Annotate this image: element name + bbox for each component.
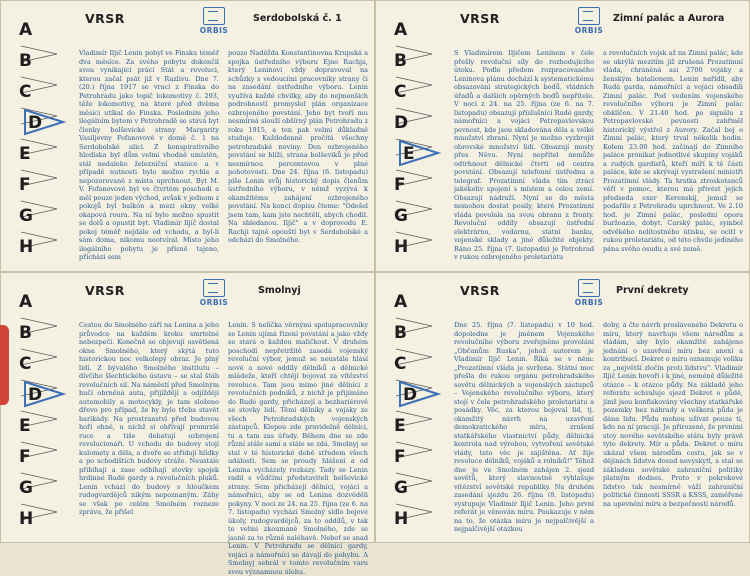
- letter-strip: [390, 15, 440, 270]
- index-letter-a[interactable]: A: [394, 292, 408, 312]
- index-letter-d[interactable]: D: [394, 113, 409, 133]
- card-prvni-dekrety[interactable]: [375, 272, 750, 543]
- index-letter-b[interactable]: B: [19, 323, 32, 343]
- text-column-right: Lenin. S nelíčka věrnými spolupracovníky se Lenin ujímá řízení povstání a jako vždy se stará o každou maličkost. V druhém poschodí nepřetržitě zasedá vojenský revoluční výbor, jemuž se neustále hlásí nové a nové oddíly dělníků a dělnické mládeže, kteří chtějí bojovat za vítězství revoluce. Tam jsou mimo jiné dělníci z revolučních podniků, z nichž je přijímáno do Rudé gardy, přicházejí a bezbariérově se stovky lidí. Těmi dělníky a vojáky ze všech Petrohradských vojenských zástupců. Klepou zde pravidelně dělníci, tu a tam zas úřady. Během dne se zde různí stále samí a stále se zdá. Smolnyj se stal v té historické době středem všech událostí. Sem se proudy hlášení a od Lenina vycházely rozkazy. Tady se Lenin radil s vůdčími představiteli bolševické strany. Sem přicházejí dělníci, vojáci a námořníci, aby se od Lenina dozvěděli pokyny. V noci ze 24. na 25. října (ze 6. na 7. listopadu) vychází Smolný sídlo bojové úkoly, rudogvardějců, za to oddílů, v tak to velmi zkoumané Smolného, zde se jasně za to různě naléhavě. Neboť se snad Lenin. V Petrohradu se dělníci gardy, vojáci a námořníci se dávají do pohybu. A Smolnyj sehrál v tomto revolučním varu svou významnou úlohu.: [228, 321, 368, 576]
- text-column-left: Vladimír Iljič Lenin pobyl ve Finsku téměř dva měsíce. Za svého pobytu dokončil svou vynikající práci Stát a revoluci, kterou začal psát již v Razlivu. Dne 7. (20.) října 1917 se vrací z Finska do Petrohradu jako topič lokomotivy č. 293, těže lokomotivy, na které před dvěma měsíci utíkal do Finska. Posledním jeho ilegálním bytem v Petrohradě se stává byt členky bolševické strany Margarity Vasiljevny Fofanovové v domě č. 1 na Serdobolské ulici. Z konspirativního hlediska byl dům velmi vhodně umístěn, stál nedaleko železniční stanice a v případě nutnosti bylo možno rychle a nepozorovaně z místa uprchnout. Byt M. V. Fofanovové byl ve čtvrtém poschodí a měl pouze jeden východ, avšak v jednom z pokojů byl balkón a mezi okny velké okapová roura. Na ní bylo možno spustit se dolů a opustit byt. Vladimír Iljič dostal pokoj téměř nejdále od vchodu, a byl-li sám doma, nikomu neotvíral. Místo jeho ilegálního pobytu je přísně tajeno, přícházi sem: [79, 49, 219, 261]
- index-letter-f[interactable]: F: [394, 175, 406, 195]
- card-title: Serdobolská č. 1: [253, 13, 342, 24]
- text-column-right: pouze Naděžda Konstantinovna Krupská a spojka ústředního výboru Ejno Rachja, který Leninovi vždy dopravoval na schůzky s vedoucími pracovníky strany či na zasedání ústředního výboru. Lenin využívá každé chvilky, aby do nejmenších podrobností promyslel plán organizace ozbrojeného povstání. Jeho byt tvoří mu nesmírná slouží obšírný plán Petrohradu z roku 1915, a ten pak velmi důkladně studuje. Každodenně pročítá všechny petrohradské noviny. Den ozbrojeného povstání se blíží, strana bolševiků je před nesmírnou percentovou v plné pohotovosti. Dne 24. října (6. listopadu) píše Lenin svůj historický dopis členům ústředního výboru, v němž vyzývá k okamžitému zahájení ozbrojeného povstání. Na konci dopisu čteme: "Odešel jsem tam, kam jste nechtěli, abych chodil. Na shledanou. Iljič" a v doprovodu E. Rachji tajně opouští byt v Serdobolské a odchází do Smolného.: [228, 49, 368, 244]
- text-column-left: S Vladimírem Iljičem Leninem v čele přešly revoluční síly do rozhodujícího útoku. Podle předem rozpracovaného Leninova plánu dochází k systematickému obsazování strategických bodů, vládních úřadů a dalších opěrných bodů nepřítele. V noci z 24. na 25. října (ze 6. na 7. listopadu) obsazují příslušníci Rudé gardy, námořníci a vojáci Petropavlovskou pevnost, kde jsou skladována děla a velké množství zbraní. Nyní je možno vyzbrojit obrovské množství lidí. Obsazují mosty přes Něvu. Nyní nepřítel nemůže odtrhnout dělnické čtvrti od centra povstání. Obsazují telefonní ústřednu a telegraf. Prozatímní vláda tím ztrácí jakékoliv spojení s místem a celou zemí. Obsazují nádraží. Nyní se do města nemohou dostat posily, které Prozatímní vláda povolala na svou obranu z fronty. Revoluční oddíly obsazují ústřední elektrárnu, vodárnu, státní banku, vojenské sklady a jiné důležité objekty. Ráno 25. října (7. listopadu) je Petrohrad v rukou ozbrojeného proletariátu: [454, 49, 594, 261]
- index-letter-g[interactable]: G: [394, 478, 408, 498]
- card-smolnyj[interactable]: [0, 272, 375, 576]
- index-letter-e[interactable]: E: [394, 416, 406, 436]
- index-letter-c[interactable]: C: [19, 82, 32, 102]
- letter-strip: [390, 287, 440, 542]
- series-label: VRSR: [85, 11, 125, 26]
- index-letter-c[interactable]: C: [19, 354, 32, 374]
- orbis-logo-icon: [572, 7, 606, 41]
- series-label: VRSR: [460, 283, 500, 298]
- card-title: Zimní palác a Aurora: [613, 13, 725, 24]
- card-zimni-palac[interactable]: [375, 0, 750, 272]
- index-letter-g[interactable]: G: [394, 206, 408, 226]
- card-title: První dekrety: [616, 285, 689, 296]
- orbis-logo-icon: [197, 279, 231, 313]
- index-letter-b[interactable]: B: [394, 51, 407, 71]
- index-letter-h[interactable]: H: [19, 509, 34, 529]
- red-index-tab: [0, 325, 9, 405]
- index-letter-e[interactable]: E: [19, 144, 31, 164]
- index-letter-a[interactable]: A: [19, 20, 33, 40]
- index-letter-g[interactable]: G: [19, 206, 33, 226]
- text-column-right: a revolučních vojsk až na Zimní palác, kde se ukrýlá mezitím již zrušená Prozatímní vláda, chráněná asi 2700 vojáky a ženským batalionem. Lenin nařídil, aby Rudá garda, námořníci a vojáci obsadili Zimní palác. Pod vedením vojenského revolučního výboru je Zimní palác obklíčen. V 21.40 hod. po signálu z Petropavlovské pevnosti zahřměl historický výstřel z Aurory. Začal boj o Zimní palác, který trval několik hodin. Kolem 23.00 hod. začínají do Zimního paláce pronikat jednotlivé skupiny vojáků a rudých gardistů, kteří míří k tě části paláce, kde se skrývají vystrašení ministři Prozatímní vlády. Ta hrstka ztroskotanců věří v pomoc, kterou má přivést jejich předseda exer Kerenskij, jemuž se podařilo z Petrohradu uprchnout. Ve 2.10 hod. je Zimní palác, poslední opora buržoazie, dobyt. Carský palác, symbol odvěkého nelítostného útisku, se ocitl v rukou proletariátu, od této chvíle jediného pána svého osudu a své země.: [603, 49, 743, 253]
- card-serdobolska[interactable]: [0, 0, 375, 272]
- series-label: VRSR: [460, 11, 500, 26]
- text-column-right: doby, a čte návrh prosláveného Dekretu o míru, který navrhuje všem národům a vládám, aby bylo okamžitě zahájeno jednání o uzavření míru bez anexí a kontribucí. Dekret o míru oznamuje voliku za „největší zločin proti lidstvu". Vladimír Iljič Lenin hovoří i k jiné, neméně důležité otázce – k otázce půdy. Na základě jeho referátu schvaluje sjezd Dekret o půdě, jímž jsou konfiskovány všechny statkářské pozemky bez náhrady a veškerá půda je dána lidu. Půdu mohou užívat pouze ti, kdo na ní pracují. Je přirozené, že prvními stoy novéhо sovětského státu byly právě tyto dekrety. Mír a půda. Dekret o míru ukázal všem národům cestu, jak se v dějinách lidstva dosud nevyskytl, a stal se základem sovětské zahraniční politiky platným dodnes. Proto v pokrokové lidstvo tak nesmírně váží zahraniční politické činnosti SSSR a KSSS, zaměřené na upevnění míru a bezpečnosti národů.: [603, 321, 743, 508]
- index-letter-a[interactable]: A: [394, 20, 408, 40]
- index-letter-e[interactable]: E: [403, 144, 415, 164]
- index-letter-h[interactable]: H: [19, 237, 34, 257]
- index-letter-f[interactable]: F: [19, 175, 31, 195]
- index-letter-b[interactable]: B: [394, 323, 407, 343]
- index-letter-d[interactable]: D: [403, 385, 418, 405]
- orbis-logo-icon: [197, 7, 231, 41]
- index-letter-b[interactable]: B: [19, 51, 32, 71]
- publisher-label: ORBIS: [199, 298, 229, 307]
- publisher-label: ORBIS: [199, 26, 229, 35]
- index-letter-h[interactable]: H: [394, 509, 409, 529]
- index-letter-d[interactable]: D: [28, 113, 43, 133]
- index-letter-e[interactable]: E: [19, 416, 31, 436]
- letter-strip: [15, 15, 65, 270]
- series-label: VRSR: [85, 283, 125, 298]
- index-letter-f[interactable]: F: [19, 447, 31, 467]
- index-letter-a[interactable]: A: [19, 292, 33, 312]
- index-letter-c[interactable]: C: [394, 354, 407, 374]
- index-letter-d[interactable]: D: [28, 385, 43, 405]
- publisher-label: ORBIS: [574, 298, 604, 307]
- text-column-left: Dne 25. října (7. listopadu) v 10 hod. dopoledne je jménem Vojenského revolučního výboru zveřejněno provolání „Občanům Ruska", jehož autorem je Vladimír Iljič Lenin. Říká se v něm: „Prozatímní vláda je svržena. Státní moc přešla do rukou orgánu petrohradského sovětu dělnických a vojenských zástupců – Vojenského revolučního výboru, který stojí v čele petrohradského proletariátu a posádky. Věc, za kterou bojoval lid, tj. okamžitý návrh na uzavření demokratického míru, zrušení statkářského vlastnictví půdy, dělnická kontrola nad výrobou, vytvoření sovětské vlády, tato věc je zajištěna. Ať žije revoluce dělníků, vojáků a rolníků!" Téhož dne je ve Smolném zahájen 2. sjezd sovětů, který slavnostně vyhlašuje vítězství sovětské republiky. Na druhém zasedání sjezdu 26. října (8. listopadu) vystupuje Vladimír Iljič Lenin. Jeho první referát je věnován míru. Poukazuje v něm na to, že otázka míru je nejpalčivější a nejpalčivější otázkou: [454, 321, 594, 533]
- index-letter-g[interactable]: G: [19, 478, 33, 498]
- index-letter-c[interactable]: C: [394, 82, 407, 102]
- orbis-logo-icon: [572, 279, 606, 313]
- text-column-left: Cestou do Smolného září na Lenina a jeho průvodce na každém kroku smrtelné nebezpečí. Konečně se objevují osvětlená okna Smolného, který skýtá tuto historickou noc velkolepý obraz. Je plný lidí. Z bývalého Smolného institutu – dívčího šlechtického ústavu – se stal štáb revolučních sil. Na náměstí před Smolným hučí obrněná auta, přijíždějí a odjíždějí automobily a motocykly, je tam složeno dřevo pro případ, že by bylo třeba stavět barikády. Na prostranství před budovou hoří ohně, u nichž si ohřívají promrzlé ruce a tiše debatují ozbrojení revolucionáři. U vchodu do budovy stojí kulomety a děla, a dveře se střídají hlídky a po schodištích budovy stráže. Neustále přibíhají a zase odbíhají stovky spojek hrdinné Rudé gardy a revolučních pluků. Lenin vchází do budovy s hloučkem rudogvardějců nikým nepoznaným. Záhy se však po celém Smolném rozneze zpráva, že přišel: [79, 321, 219, 516]
- card-title: Smolnyj: [258, 285, 301, 296]
- publisher-label: ORBIS: [574, 26, 604, 35]
- index-letter-f[interactable]: F: [394, 447, 406, 467]
- letter-strip: [15, 287, 65, 542]
- index-letter-h[interactable]: H: [394, 237, 409, 257]
